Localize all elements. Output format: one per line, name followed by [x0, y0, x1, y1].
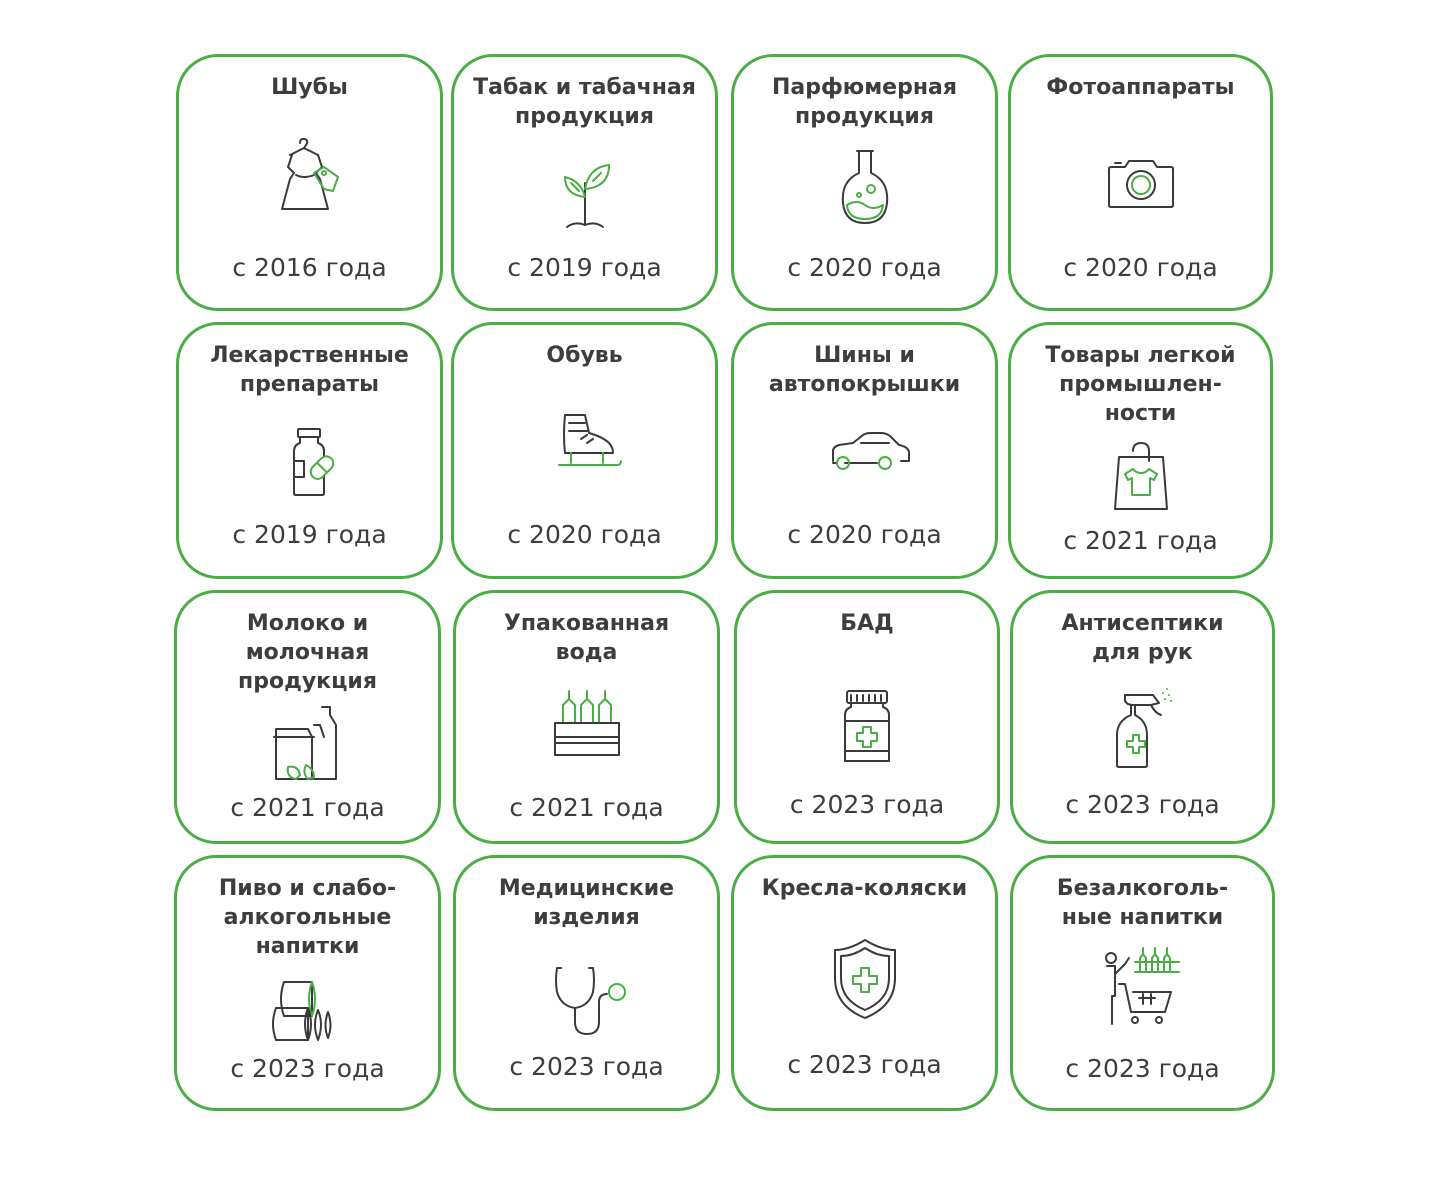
- card-antiseptics: [1010, 590, 1275, 844]
- card-title: Табак и табачная продукция: [473, 75, 696, 129]
- card-title: Антисептики для рук: [1061, 611, 1224, 665]
- camera-icon: [1093, 137, 1189, 233]
- card-wheelchairs: [731, 855, 998, 1111]
- card-since: с 2021 года: [509, 793, 664, 822]
- card-since: с 2023 года: [789, 790, 945, 819]
- card-title: Лекарственные препараты: [210, 343, 409, 397]
- card-soft-drinks: [1010, 855, 1275, 1111]
- card-title: Фотоаппараты: [1046, 75, 1235, 100]
- card-beer: [174, 855, 441, 1111]
- card-medicines: [176, 322, 443, 579]
- card-light-industry: [1008, 322, 1273, 579]
- card-title: Медицинские изделия: [498, 876, 675, 930]
- card-dietary-supplements: [734, 590, 1000, 844]
- card-packaged-water: [453, 590, 720, 844]
- dress-icon: [262, 135, 358, 231]
- card-medical-devices: [453, 855, 720, 1111]
- card-since: с 2020 года: [507, 520, 662, 549]
- milk-icon: [260, 699, 356, 795]
- card-since: с 2021 года: [230, 793, 385, 822]
- card-title: Обувь: [546, 343, 623, 368]
- card-since: с 2020 года: [787, 520, 942, 549]
- card-since: с 2023 года: [230, 1054, 385, 1083]
- card-since: с 2023 года: [1065, 1054, 1220, 1083]
- card-title: Кресла-коляски: [761, 876, 968, 901]
- card-tires: [731, 322, 998, 579]
- card-since: с 2020 года: [1063, 253, 1218, 282]
- card-since: с 2021 года: [1063, 526, 1218, 555]
- sprout-icon: [537, 139, 633, 235]
- card-since: с 2020 года: [787, 253, 942, 282]
- card-title: Упакованная вода: [503, 611, 670, 665]
- card-since: с 2016 года: [232, 253, 387, 282]
- card-fur-coats: [176, 54, 443, 311]
- shopping-bag-icon: [1093, 439, 1189, 535]
- card-dairy: [174, 590, 441, 844]
- card-title: Безалкоголь- ные напитки: [1056, 876, 1229, 930]
- card-since: с 2023 года: [509, 1052, 664, 1081]
- card-since: с 2019 года: [232, 520, 387, 549]
- card-since: с 2023 года: [1065, 790, 1220, 819]
- card-title: Парфюмерная продукция: [771, 75, 958, 129]
- supplement-jar-icon: [819, 685, 915, 781]
- card-title: БАД: [840, 611, 894, 636]
- card-since: с 2023 года: [787, 1050, 942, 1079]
- card-perfume: [731, 54, 998, 311]
- card-tobacco: [451, 54, 718, 311]
- medical-shield-icon: [817, 936, 913, 1032]
- card-cameras: [1008, 54, 1273, 311]
- card-title: Молоко и молочная продукция: [238, 611, 377, 694]
- stethoscope-icon: [539, 956, 635, 1052]
- flask-icon: [817, 143, 913, 239]
- card-title: Шины и автопокрышки: [768, 343, 961, 397]
- card-since: с 2019 года: [507, 253, 662, 282]
- pill-bottle-icon: [262, 417, 358, 513]
- barrels-icon: [260, 962, 356, 1058]
- card-footwear: [451, 322, 718, 579]
- shopper-cart-icon: [1095, 944, 1191, 1040]
- bottle-crate-icon: [539, 683, 635, 779]
- skate-icon: [537, 403, 633, 499]
- spray-bottle-icon: [1095, 683, 1191, 779]
- card-title: Товары легкой промышлен- ности: [1045, 343, 1236, 426]
- card-title: Шубы: [271, 75, 348, 100]
- card-title: Пиво и слабо- алкогольные напитки: [218, 876, 397, 959]
- car-icon: [817, 405, 913, 501]
